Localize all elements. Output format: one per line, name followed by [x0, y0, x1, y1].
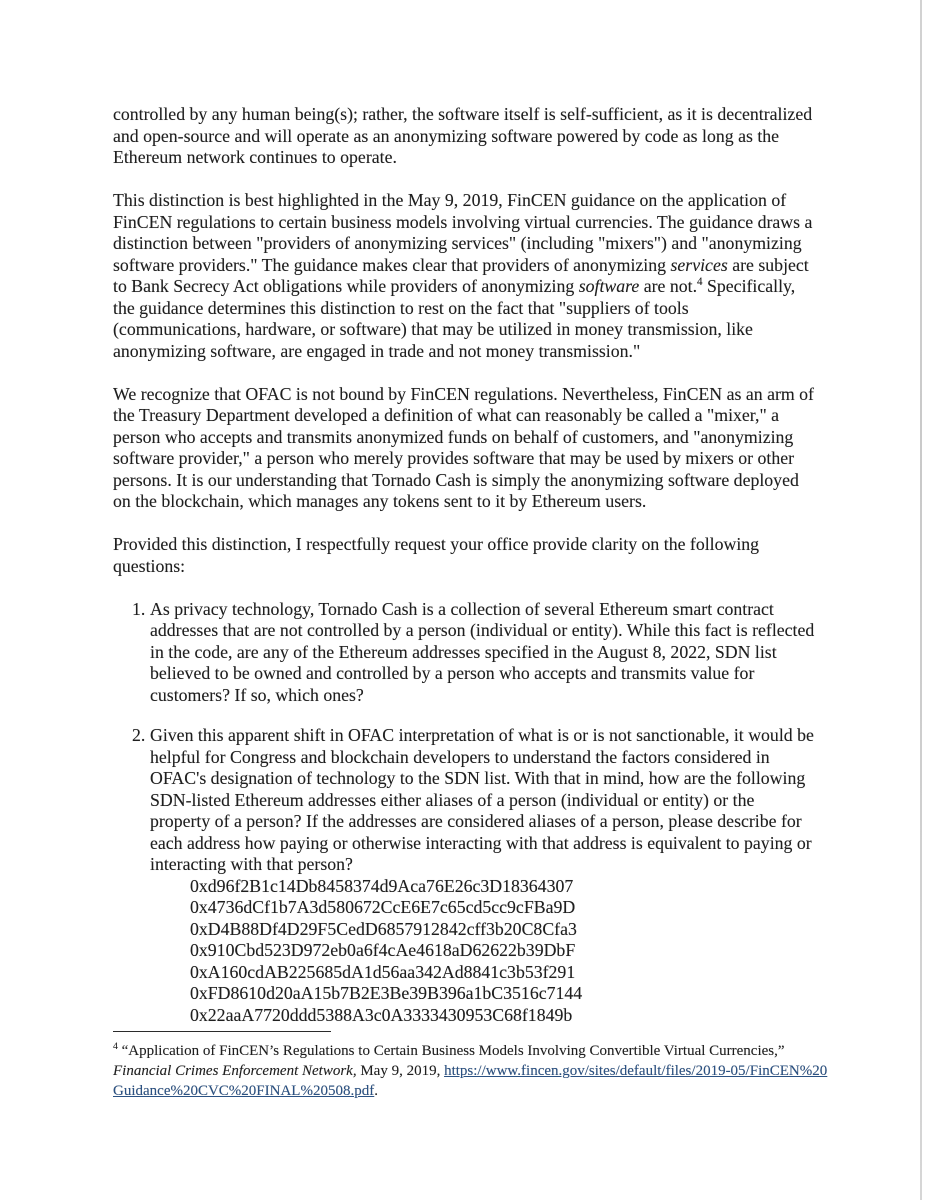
numbered-list-item	[113, 725, 816, 1026]
italic-text-run: services	[670, 254, 728, 275]
scan-artifact-line	[920, 0, 922, 1200]
text-run: controlled by any human being(s); rather, the software itself is self-sufficient, as it is decentralized and open-source and will operate as an anonymizing software powered by code as long as the Ethereum network continues to operate.	[113, 104, 813, 167]
ethereum-address: 0xD4B88Df4D29F5CedD6857912842cff3b20C8Cfa3	[190, 918, 577, 939]
text-run: Provided this distinction, I respectfully request your office provide clarity on the following questions:	[113, 534, 760, 576]
ethereum-address: 0xd96f2B1c14Db8458374d9Aca76E26c3D18364307	[190, 875, 574, 896]
paragraphs-section	[113, 104, 816, 577]
footnote-separator-rule	[113, 1031, 331, 1032]
paragraph	[113, 384, 816, 513]
text-run: are not.	[639, 276, 698, 296]
paragraph	[113, 534, 816, 577]
ethereum-address: 0x22aaA7720ddd5388A3c0A3333430953C68f1849b	[190, 1004, 573, 1025]
text-run: As privacy technology, Tornado Cash is a collection of several Ethereum smart contract addresses that are not controlled by a person (individual or entity). While this fact is reflected in the code, are any of the Ethereum addresses specified in the August 8, 2022, SDN list believed to be owned and controlled by a person who accepts and transmits value for customers? If so, which ones?	[150, 598, 815, 705]
ethereum-address: 0x4736dCf1b7A3d580672CcE6E7c65cd5cc9cFBa9D	[190, 897, 576, 917]
ethereum-address: 0xFD8610d20aA15b7B2E3Be39B396a1bC3516c7144	[190, 983, 583, 1003]
text-run: Specifically, the guidance determines this distinction to rest on the fact that "suppliers of tools (communications, hardware, or software) that may be utilized in money transmission, like anonymizing software, are engaged in trade and not money transmission."	[113, 276, 796, 361]
text-run: .	[374, 1083, 378, 1100]
text-run: are subject to Bank Secrecy Act obligations while providers of anonymizing	[113, 254, 809, 296]
letter-body	[113, 104, 816, 1045]
text-run: This distinction is best highlighted in the May 9, 2019, FinCEN guidance on the application of FinCEN regulations to certain business models involving virtual currencies. The guidance draws a distinction between "providers of anonymizing services" (including "mixers") and "anonymizing software providers." The guidance makes clear that providers of anonymizing	[113, 190, 813, 275]
italic-text-run: Financial Crimes Enforcement Network,	[113, 1063, 357, 1080]
list-item-text	[150, 599, 814, 705]
footnote-superscript-marker: 4	[697, 276, 703, 289]
list-item-number: 2.	[132, 725, 146, 745]
list-item-text	[150, 725, 814, 874]
text-run: We recognize that OFAC is not bound by FinCEN regulations. Nevertheless, FinCEN as an arm of the Treasury Department developed a definition of what can reasonably be called a "mixer," a person who accepts and transmits anonymized funds on behalf of customers, and "anonymizing software provider," a person who merely provides software that may be used by mixers or other persons. It is our understanding that Tornado Cash is simply the anonymizing software deployed on the blockchain, which manages any tokens sent to it by Ethereum users.	[113, 383, 814, 511]
numbered-list-item	[113, 599, 816, 707]
list-item-number: 1.	[132, 598, 146, 619]
text-run: Given this apparent shift in OFAC interpretation of what is or is not sanctionable, it would be helpful for Congress and blockchain developers to understand the factors considered in OFAC's designation of technology to the SDN list. With that in mind, how are the following SDN-listed Ethereum addresses either aliases of a person (individual or entity) or the property of a person? If the addresses are considered aliases of a person, please describe for each address how paying or otherwise interacting with that address is equivalent to paying or interacting with that person?	[150, 725, 814, 874]
footnote-superscript-marker: 4	[113, 1041, 118, 1052]
ethereum-address-list	[150, 876, 816, 1027]
paragraph	[113, 190, 816, 362]
ethereum-address: 0xA160cdAB225685dA1d56aa342Ad8841c3b53f291	[190, 961, 576, 982]
ethereum-address: 0x910Cbd523D972eb0a6f4cAe4618aD62622b39DbF	[190, 940, 576, 960]
numbered-question-list	[113, 599, 816, 1027]
footnote-text	[113, 1041, 829, 1102]
text-run: “Application of FinCEN’s Regulations to Certain Business Models Involving Convertible Virtual Currencies,”	[117, 1043, 785, 1059]
italic-text-run: software	[578, 276, 640, 296]
paragraph	[113, 104, 816, 169]
footnote-url-link[interactable]: https://www.fincen.gov/sites/default/files/2019-05/FinCEN%20Guidance%20CVC%20FINAL%20508.pdf	[113, 1063, 828, 1100]
footnote-section	[113, 1031, 829, 1102]
text-run: May 9, 2019,	[356, 1063, 445, 1080]
